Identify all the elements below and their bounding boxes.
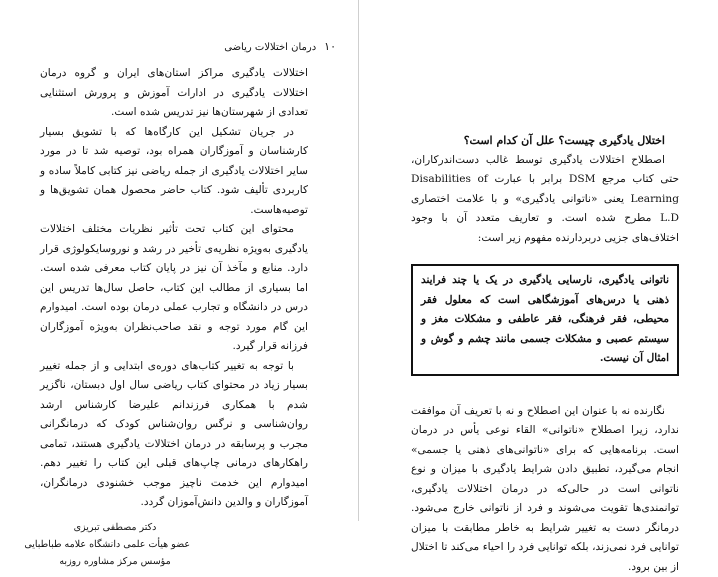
author-signature <box>40 519 190 570</box>
page-number: ۱۰ <box>324 40 336 53</box>
paragraph: اصطلاح اختلالات یادگیری توسط غالب دست‌اندرکاران، حتی کتاب مرجع DSM برابر با عبارت Disabilities of Learning یعنی «ناتوانی یادگیری» و با علامت اختصاری L.D مطرح شده است. و تعاریف متعدد آن با وجود اختلاف‌های جزیی دربردارنده مفهوم زیر است: <box>411 151 679 249</box>
definition-box: ناتوانی یادگیری، نارسایی یادگیری در یک یا چند فرایند ذهنی یا درس‌های آموزشگاهی است که معلول فقر محیطی، فقر فرهنگی، فقر عاطفی و مشکلات مغز و سیستم عصبی و مشکلات جسمی مانند چشم و گوش و امثال آن نیست. <box>411 264 679 376</box>
left-page <box>0 0 359 521</box>
left-text-column <box>40 64 308 570</box>
signature-affiliation: عضو هیأت علمی دانشگاه علامه طباطبایی <box>40 536 190 553</box>
paragraph: نگارنده نه با عنوان این اصطلاح و نه با تعریف آن موافقت ندارد، زیرا اصطلاح «ناتوانی» القاء نوعی یأس در درمان است. برنامه‌هایی که برای «ناتوانی‌های ذهنی یا جسمی» انجام می‌گیرد، تطبیق دادن شرایط یادگیری با میزان و نوع ناتوانی است در حالی‌که در درمان اختلالات یادگیری، توانمندی‌ها تقویت می‌شوند و فرد از ناتوانی خارج می‌شود. درمانگر دست به تغییر شرایط به خاطر مطابقت با میزان توانایی فرد نمی‌زند، بلکه توانایی فرد را احیاء می‌کند تا اختلال از بین برود. <box>411 402 679 577</box>
signature-affiliation: مؤسس مرکز مشاوره روزبه <box>40 553 190 570</box>
paragraph: در جریان تشکیل این کارگاه‌ها که با تشویق بسیار کارشناسان و آموزگاران همراه بود، توصیه شد تا در مورد سایر اختلالات یادگیری از جمله ریاضی نیز کتابی کاملاً ساده و کاربردی تألیف شود. کتاب حاضر محصول همان تشویق‌ها و توصیه‌هاست. <box>40 123 308 221</box>
paragraph: با توجه به تغییر کتاب‌های دوره‌ی ابتدایی و از جمله تغییر بسیار زیاد در محتوای کتاب ریاضی سال اول دبستان، ناگزیر شدم با همکاری فرزندانم علیرضا کارشناس ارشد روان‌شناسی و نرگس روان‌شناس کودک که درمانگرانی مجرب و پرسابقه در درمان اختلالات یادگیری هستند، تمامی راهکارهای درمانی چاپ‌های قبلی این کتاب را تغییر دهم. امیدوارم این خدمت ناچیز موجب خشنودی درمانگران، آموزگاران و والدین دانش‌آموزان گردد. <box>40 357 308 513</box>
right-text-column <box>411 131 679 577</box>
paragraph: محتوای این کتاب تحت تأثیر نظریات مختلف اختلالات یادگیری به‌ویژه نظریه‌ی تأخیر در رشد و نوروسایکولوژی قرار دارد. منابع و مآخذ آن نیز در پایان کتاب معرفی شده است. اما بسیاری از مطالب این کتاب، حاصل سال‌ها تدریس این درس در دانشگاه و تجارب عملی درمان بوده است. امیدوارم این گام مورد توجه و نقد صاحب‌نظران به‌ویژه آموزگاران فرزانه قرار گیرد. <box>40 220 308 357</box>
signature-name: دکتر مصطفی تبریزی <box>40 519 190 536</box>
section-title: اختلال یادگیری چیست؟ علل آن کدام است؟ <box>411 131 679 151</box>
page-header <box>224 40 336 53</box>
right-page <box>359 0 718 521</box>
paragraph: اختلالات یادگیری مراکز استان‌های ایران و گروه درمان اختلالات یادگیری در ادارات آموزش و پرورش استثنایی تعدادی از شهرستان‌ها نیز تدریس شده است. <box>40 64 308 123</box>
running-title: درمان اختلالات ریاضی <box>224 42 316 53</box>
